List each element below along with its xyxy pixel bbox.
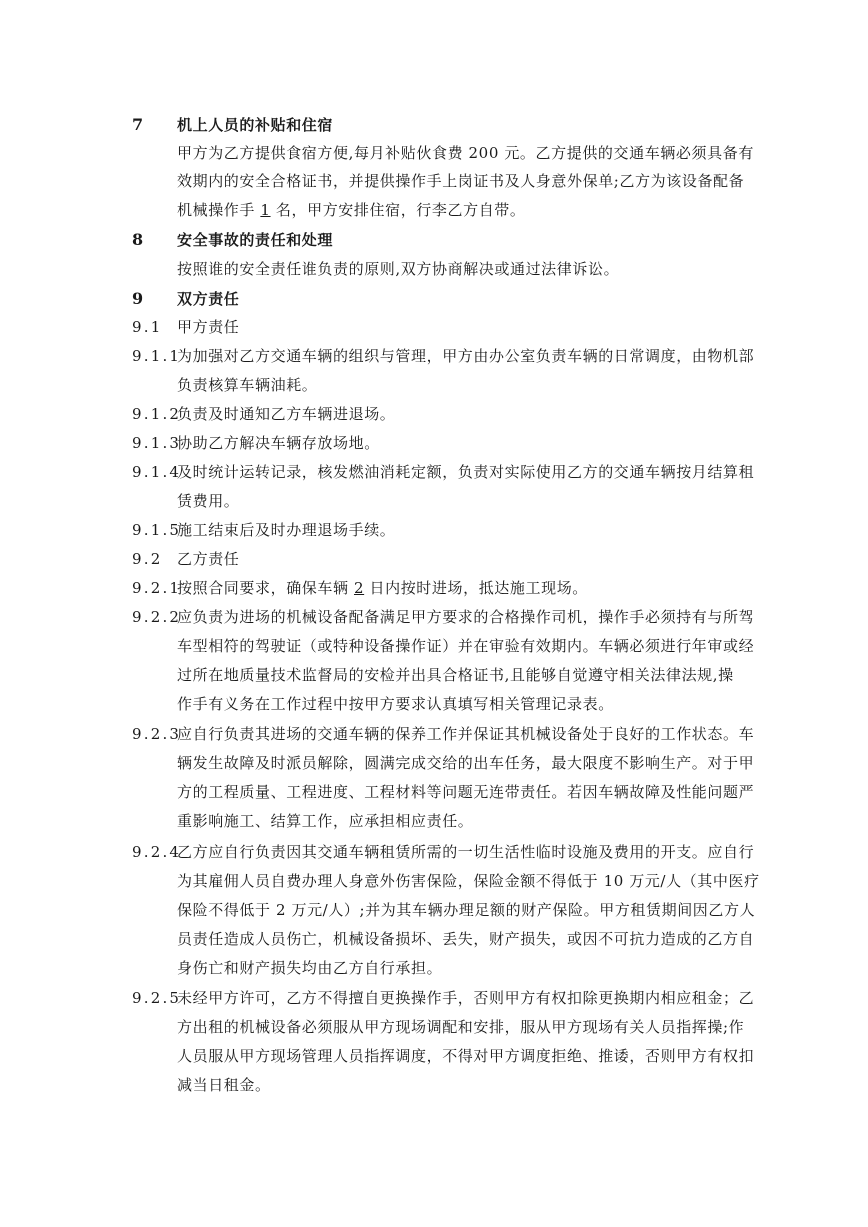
clause-text: 及时统计运转记录，核发燃油消耗定额，负责对实际使用乙方的交通车辆按月结算租 bbox=[177, 463, 755, 481]
text-span: 日内按时进场，抵达施工现场。 bbox=[364, 579, 588, 597]
clause-text: 乙方应自行负责因其交通车辆租赁所需的一切生活性临时设施及费用的开支。应自行 bbox=[177, 843, 755, 861]
clause-text: 负责核算车辆油耗。 bbox=[177, 376, 318, 394]
clause-number: 9.1.4 bbox=[132, 463, 182, 481]
clause-text: 减当日租金。 bbox=[177, 1076, 271, 1094]
underlined-value: 2 bbox=[353, 579, 365, 597]
clause-text: 辆发生故障及时派员解除，圆满完成交给的出车任务，最大限度不影响生产。对于甲 bbox=[177, 754, 755, 772]
clause-text: 甲方责任 bbox=[177, 318, 240, 336]
clause-number: 9.1 bbox=[132, 318, 163, 336]
paragraph-line: 甲方为乙方提供食宿方便,每月补贴伙食费 200 元。乙方提供的交通车辆必须具备有 bbox=[177, 144, 754, 162]
section-title: 机上人员的补贴和住宿 bbox=[177, 116, 334, 134]
text-span: 按照合同要求，确保车辆 bbox=[177, 579, 354, 597]
clause-text: 施工结束后及时办理退场手续。 bbox=[177, 521, 396, 539]
clause-text: 人员服从甲方现场管理人员指挥调度，不得对甲方调度拒绝、推诿，否则甲方有权扣 bbox=[177, 1047, 755, 1065]
paragraph-line: 效期内的安全合格证书，并提供操作手上岗证书及人身意外保单;乙方为该设备配备 bbox=[177, 172, 745, 190]
section-title: 安全事故的责任和处理 bbox=[177, 231, 334, 249]
clause-text: 为加强对乙方交通车辆的组织与管理，甲方由办公室负责车辆的日常调度，由物机部 bbox=[177, 347, 755, 365]
clause-text: 重影响施工、结算工作，应承担相应责任。 bbox=[177, 812, 474, 830]
clause-text: 身伤亡和财产损失均由乙方自行承担。 bbox=[177, 959, 443, 977]
clause-text: 方出租的机械设备必须服从甲方现场调配和安排，服从甲方现场有关人员指挥操;作 bbox=[177, 1018, 745, 1036]
section-number: 8 bbox=[132, 230, 144, 249]
clause-text: 负责及时通知乙方车辆进退场。 bbox=[177, 405, 396, 423]
clause-number: 9.1.1 bbox=[132, 347, 182, 365]
text-span: 机械操作手 bbox=[177, 201, 261, 219]
clause-text: 员责任造成人员伤亡，机械设备损坏、丢失，财产损失，或因不可抗力造成的乙方自 bbox=[177, 930, 755, 948]
clause-text: 应负责为进场的机械设备配备满足甲方要求的合格操作司机，操作手必须持有与所驾 bbox=[177, 608, 755, 626]
clause-number: 9.2.3 bbox=[132, 725, 182, 743]
section-title: 双方责任 bbox=[177, 290, 240, 308]
clause-number: 9.1.2 bbox=[132, 405, 182, 423]
section-number: 9 bbox=[132, 289, 144, 308]
clause-text: 方的工程质量、工程进度、工程材料等问题无连带责任。若因车辆故障及性能问题严 bbox=[177, 783, 755, 801]
clause-text: 乙方责任 bbox=[177, 550, 240, 568]
clause-number: 9.2 bbox=[132, 550, 163, 568]
clause-number: 9.1.5 bbox=[132, 521, 182, 539]
clause-number: 9.2.2 bbox=[132, 608, 182, 626]
clause-number: 9.1.3 bbox=[132, 434, 182, 452]
clause-text: 过所在地质量技术监督局的安检并出具合格证书,且能够自觉遵守相关法律法规,操 bbox=[177, 666, 734, 684]
clause-text: 应自行负责其进场的交通车辆的保养工作并保证其机械设备处于良好的工作状态。车 bbox=[177, 725, 755, 743]
clause-text: 作手有义务在工作过程中按甲方要求认真填写相关管理记录表。 bbox=[177, 695, 614, 713]
clause-number: 9.2.1 bbox=[132, 579, 182, 597]
clause-text bbox=[177, 578, 588, 598]
clause-number: 9.2.5 bbox=[132, 989, 182, 1007]
clause-text: 车型相符的驾驶证（或特种设备操作证）并在审验有效期内。车辆必须进行年审或经 bbox=[177, 637, 755, 655]
clause-text: 保险不得低于 2 万元/人）;并为其车辆办理足额的财产保险。甲方租赁期间因乙方人 bbox=[177, 901, 756, 919]
paragraph-line bbox=[177, 200, 526, 220]
paragraph-line: 按照谁的安全责任谁负责的原则,双方协商解决或通过法律诉讼。 bbox=[177, 260, 620, 278]
section-number: 7 bbox=[132, 115, 144, 134]
text-span: 名，甲方安排住宿，行李乙方自带。 bbox=[270, 201, 526, 219]
clause-number: 9.2.4 bbox=[132, 843, 182, 861]
clause-text: 协助乙方解决车辆存放场地。 bbox=[177, 434, 380, 452]
clause-text: 未经甲方许可，乙方不得擅自更换操作手，否则甲方有权扣除更换期内相应租金；乙 bbox=[177, 989, 755, 1007]
clause-text: 为其雇佣人员自费办理人身意外伤害保险，保险金额不得低于 10 万元/人（其中医疗 bbox=[177, 872, 760, 890]
clause-text: 赁费用。 bbox=[177, 492, 240, 510]
underlined-value: 1 bbox=[260, 201, 271, 219]
